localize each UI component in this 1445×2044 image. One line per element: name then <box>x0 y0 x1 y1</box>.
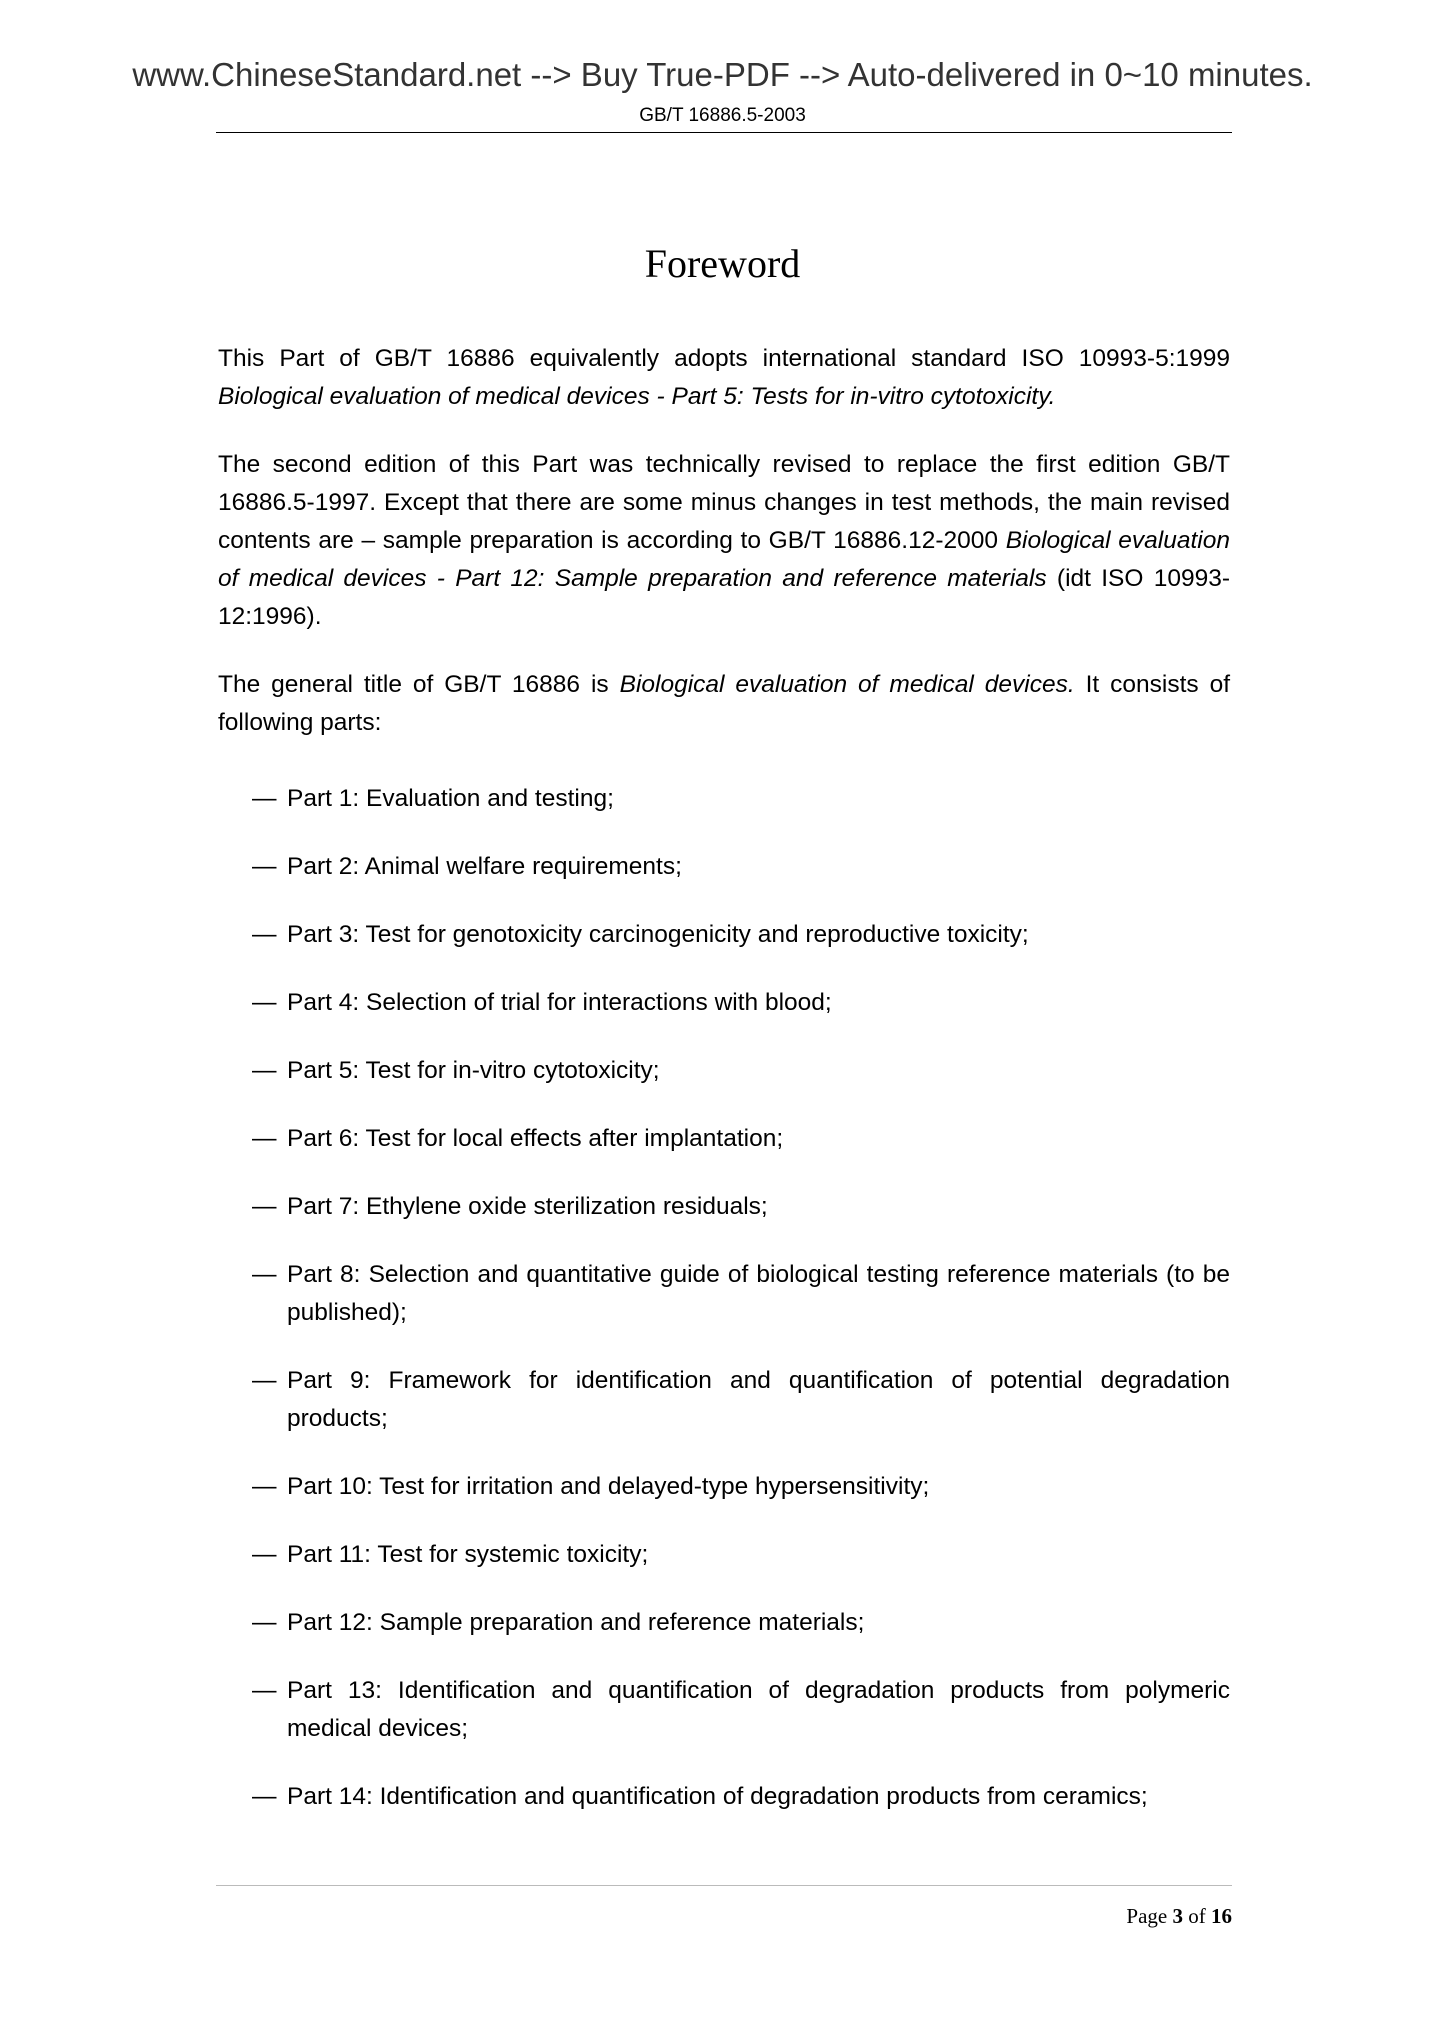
document-body <box>218 340 1230 1846</box>
paragraph-adoption <box>218 340 1230 416</box>
list-item <box>218 1120 1230 1158</box>
page-title: Foreword <box>644 241 801 286</box>
list-item <box>218 1188 1230 1226</box>
dash-bullet: — <box>252 785 277 812</box>
paragraph-italic-title: Biological evaluation of medical devices. <box>619 671 1075 698</box>
list-item-text: Part 14: Identification and quantification of degradation products from ceramics; <box>287 1783 1148 1810</box>
list-item <box>218 1362 1230 1438</box>
dash-bullet: — <box>252 1367 277 1394</box>
list-item-text: Part 4: Selection of trial for interactions with blood; <box>287 989 832 1016</box>
list-item <box>218 1468 1230 1506</box>
dash-bullet: — <box>252 1609 277 1636</box>
dash-bullet: — <box>252 1541 277 1568</box>
list-item <box>218 1778 1230 1816</box>
paragraph-italic-title: Biological evaluation of medical devices - Part 12: Sample preparation and reference materials <box>218 527 1230 592</box>
standard-code: GB/T 16886.5-2003 <box>639 105 806 126</box>
dash-bullet: — <box>252 853 277 880</box>
list-item <box>218 1536 1230 1574</box>
paragraph-text: The second edition of this Part was technically revised to replace the first edition GB/T 16886.5-1997. Except that there are some minus changes in test methods, the main revised contents are – sample preparation is according to GB/T 16886.12-2000 <box>218 451 1230 554</box>
paragraph-text: The general title of GB/T 16886 is <box>218 671 620 698</box>
list-item <box>218 848 1230 886</box>
page-total: 16 <box>1211 1904 1232 1928</box>
list-item-text: Part 11: Test for systemic toxicity; <box>287 1541 649 1568</box>
footer-divider <box>216 1885 1232 1886</box>
list-item-text: Part 6: Test for local effects after implantation; <box>287 1125 784 1152</box>
list-item <box>218 780 1230 818</box>
list-item-text: Part 9: Framework for identification and quantification of potential degradation products; <box>287 1367 1230 1432</box>
paragraph-revision <box>218 446 1230 636</box>
list-item-text: Part 7: Ethylene oxide sterilization residuals; <box>287 1193 768 1220</box>
list-item <box>218 916 1230 954</box>
header-divider <box>216 132 1232 133</box>
list-item-text: Part 13: Identification and quantification of degradation products from polymeric medical devices; <box>287 1677 1230 1742</box>
dash-bullet: — <box>252 1677 277 1704</box>
list-item <box>218 984 1230 1022</box>
page-current: 3 <box>1172 1904 1183 1928</box>
list-item-text: Part 12: Sample preparation and reference materials; <box>287 1609 865 1636</box>
page-label: Page <box>1126 1904 1168 1928</box>
dash-bullet: — <box>252 1473 277 1500</box>
dash-bullet: — <box>252 1125 277 1152</box>
list-item-text: Part 8: Selection and quantitative guide of biological testing reference materials (to be published); <box>287 1261 1230 1326</box>
paragraph-text: This Part of GB/T 16886 equivalently adopts international standard ISO 10993-5:1999 <box>218 345 1230 372</box>
dash-bullet: — <box>252 1783 277 1810</box>
list-item <box>218 1672 1230 1748</box>
list-item-text: Part 1: Evaluation and testing; <box>287 785 614 812</box>
paragraph-text: It consists of following parts: <box>218 671 1231 736</box>
paragraph-text: (idt ISO 10993-12:1996). <box>218 565 1230 630</box>
paragraph-general-title <box>218 666 1230 742</box>
source-banner: www.ChineseStandard.net --> Buy True-PDF --> Auto-delivered in 0~10 minutes. <box>132 56 1313 93</box>
list-item <box>218 1256 1230 1332</box>
dash-bullet: — <box>252 989 277 1016</box>
paragraph-italic-title: Biological evaluation of medical devices - Part 5: Tests for in-vitro cytotoxicity. <box>218 383 1056 410</box>
page-of-label: of <box>1188 1904 1206 1928</box>
dash-bullet: — <box>252 1193 277 1220</box>
list-item <box>218 1604 1230 1642</box>
dash-bullet: — <box>252 921 277 948</box>
list-item-text: Part 5: Test for in-vitro cytotoxicity; <box>287 1057 660 1084</box>
parts-list <box>218 780 1230 1816</box>
list-item <box>218 1052 1230 1090</box>
list-item-text: Part 3: Test for genotoxicity carcinogenicity and reproductive toxicity; <box>287 921 1029 948</box>
page-number <box>1126 1904 1232 1929</box>
dash-bullet: — <box>252 1057 277 1084</box>
list-item-text: Part 2: Animal welfare requirements; <box>287 853 682 880</box>
dash-bullet: — <box>252 1261 277 1288</box>
list-item-text: Part 10: Test for irritation and delayed-type hypersensitivity; <box>287 1473 930 1500</box>
